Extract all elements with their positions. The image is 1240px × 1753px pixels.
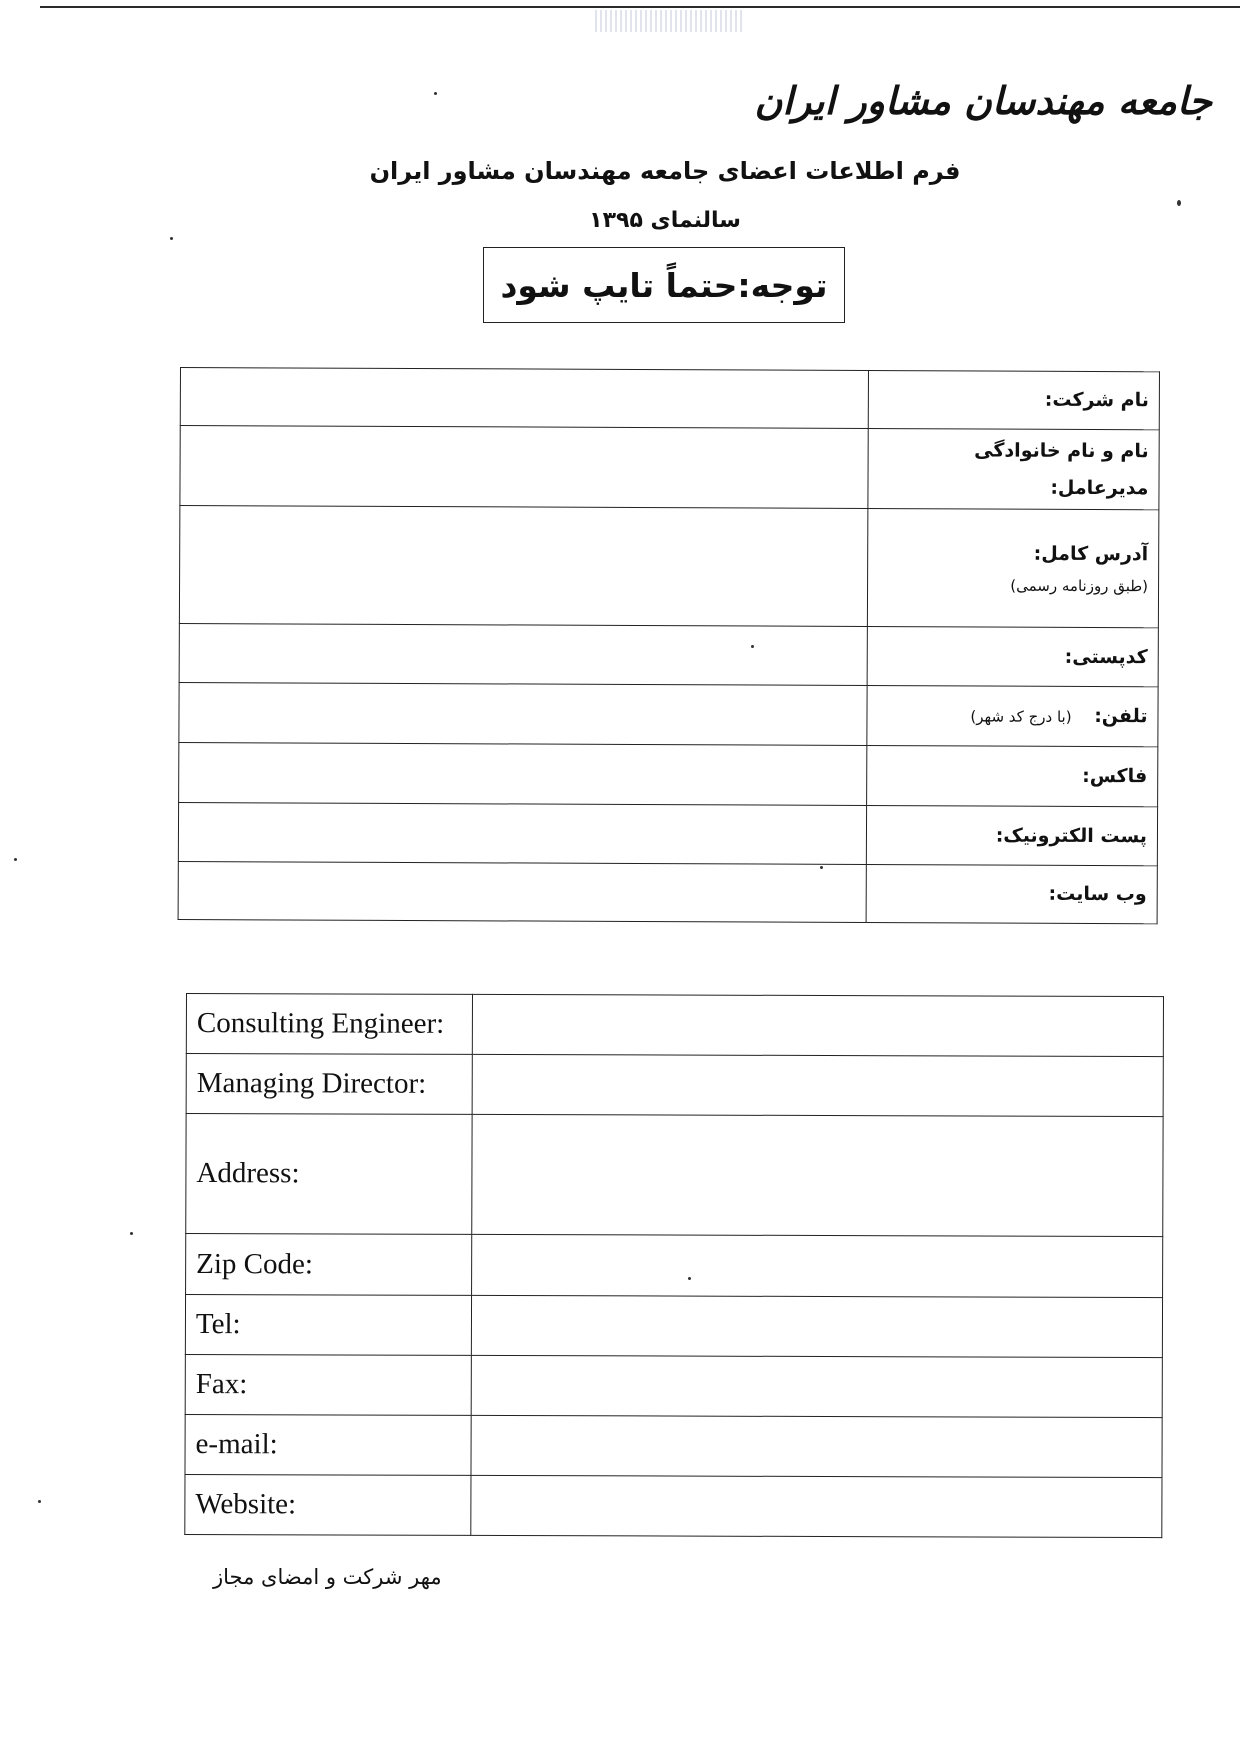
label-note: (با درج کد شهر) [970, 707, 1072, 727]
table-row [178, 861, 1157, 923]
scan-speck [170, 237, 173, 240]
label-text: پست الکترونیک: [995, 824, 1148, 848]
address-value-field[interactable] [472, 1114, 1163, 1236]
postal-code-value-field[interactable] [179, 623, 867, 685]
scan-artifact [595, 10, 745, 32]
table-row [185, 1474, 1162, 1537]
form-year: سالنمای ۱۳۹۵ [589, 208, 741, 233]
website-value-field[interactable] [178, 861, 866, 922]
label-text: تلفن: [1094, 705, 1148, 728]
table-row [178, 802, 1157, 865]
table-row [185, 1414, 1162, 1477]
website-label [866, 864, 1157, 923]
managing-director-label: Managing Director: [186, 1054, 472, 1115]
website-value-field-en[interactable] [471, 1475, 1162, 1537]
label-text: وب سایت: [1048, 883, 1147, 906]
ceo-name-value-field[interactable] [180, 426, 868, 509]
stamp-signature-label: مهر شرکت و امضای مجاز [213, 1565, 442, 1589]
scan-speck [1177, 200, 1181, 206]
consulting-engineer-label: Consulting Engineer: [186, 994, 472, 1055]
label-text: نام و نام خانوادگی [974, 439, 1149, 463]
address-label: Address: [186, 1114, 472, 1235]
top-border-line [40, 6, 1240, 8]
table-row [179, 623, 1158, 686]
table-row [180, 368, 1159, 430]
table-row [186, 1054, 1163, 1117]
notice-box [483, 247, 845, 323]
table-row [179, 506, 1159, 628]
table-row [179, 742, 1158, 806]
label-text: کدپستی: [1064, 645, 1148, 669]
fax-value-field-en[interactable] [471, 1355, 1162, 1417]
website-label-en: Website: [185, 1474, 471, 1535]
table-row [186, 1114, 1163, 1237]
scan-speck [820, 866, 823, 869]
table-row [179, 682, 1158, 746]
tel-label: Tel: [185, 1295, 471, 1356]
persian-info-table [178, 367, 1160, 924]
table-row [185, 1354, 1162, 1417]
consulting-engineer-value-field[interactable] [472, 994, 1163, 1056]
scan-speck [38, 1500, 41, 1503]
company-name-value-field[interactable] [180, 368, 868, 429]
fax-label [867, 746, 1158, 807]
email-label-en: e-mail: [185, 1414, 471, 1475]
label-text-line2: مدیرعامل: [1050, 476, 1149, 499]
zip-code-label: Zip Code: [186, 1234, 472, 1296]
form-title: فرم اطلاعات اعضای جامعه مهندسان مشاور ایران [369, 157, 961, 185]
phone-value-field[interactable] [179, 682, 867, 745]
fax-value-field[interactable] [179, 742, 867, 805]
scan-speck [688, 1277, 691, 1280]
managing-director-value-field[interactable] [472, 1054, 1163, 1116]
label-text: فاکس: [1082, 765, 1148, 788]
scan-speck [130, 1232, 133, 1235]
zip-code-value-field[interactable] [472, 1234, 1163, 1297]
tel-value-field[interactable] [471, 1295, 1162, 1357]
table-row [180, 426, 1159, 510]
ceo-name-label [868, 429, 1159, 510]
email-value-field[interactable] [178, 802, 866, 864]
table-row [186, 994, 1163, 1057]
full-address-value-field[interactable] [179, 506, 868, 627]
label-text: آدرس کامل: [1033, 542, 1149, 566]
scan-speck [434, 92, 437, 95]
scan-speck [751, 645, 754, 648]
label-text: نام شرکت: [1044, 389, 1149, 412]
phone-label [867, 686, 1158, 747]
table-row [186, 1234, 1163, 1298]
full-address-label [867, 509, 1159, 628]
notice-text: توجه:حتماً تایپ شود [500, 265, 828, 305]
postal-code-label [867, 627, 1158, 687]
label-note: (طبق روزنامه رسمی) [1010, 576, 1149, 596]
organization-logo: جامعه مهندسان مشاور ایران [754, 78, 1212, 123]
email-label [866, 806, 1157, 866]
english-info-table [184, 993, 1164, 1538]
scan-speck [14, 858, 17, 861]
company-name-label [868, 371, 1159, 430]
email-value-field-en[interactable] [471, 1415, 1162, 1477]
table-row [185, 1295, 1162, 1358]
fax-label-en: Fax: [185, 1354, 471, 1415]
